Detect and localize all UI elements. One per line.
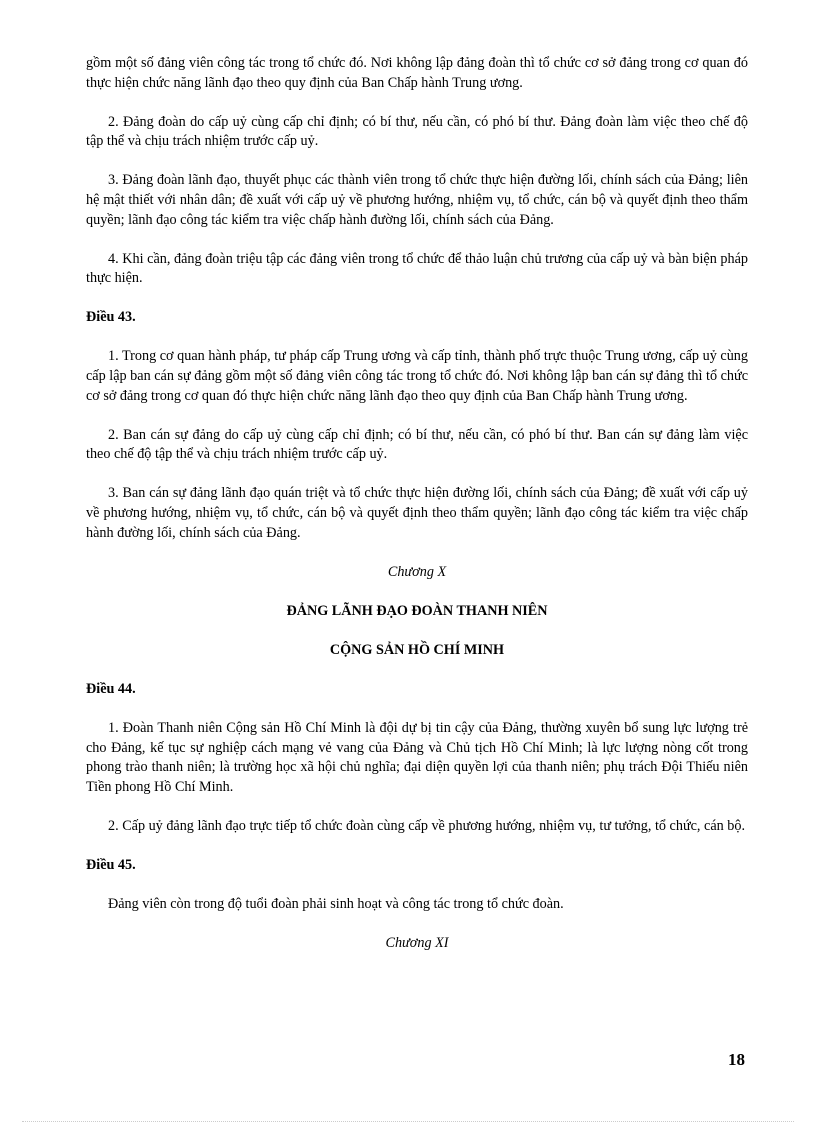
chapter-label: Chương XI xyxy=(385,935,449,952)
paragraph-continuation: gồm một số đảng viên công tác trong tổ chức đó. Nơi không lập đảng đoàn thì tổ chức cơ sở đảng trong cơ quan đó thực hiện chức năng lãnh đạo theo quy định của Ban Chấp hành Trung ương. xyxy=(86,55,748,91)
paragraph: 4. Khi cần, đảng đoàn triệu tập các đảng viên trong tổ chức để thảo luận chủ trương của cấp uỷ và bàn biện pháp thực hiện. xyxy=(86,250,748,287)
document-page xyxy=(86,54,748,954)
article-heading: Điều 45. xyxy=(86,857,136,874)
paragraph: 1. Đoàn Thanh niên Cộng sản Hồ Chí Minh là đội dự bị tin cậy của Đảng, thường xuyên bổ sung lực lượng trẻ cho Đảng, kế tục sự nghiệp cách mạng vẻ vang của Đảng và Chủ tịch Hồ Chí Minh; là lực lượng nòng cốt trong phong trào thanh niên; là trường học xã hội chủ nghĩa; đại diện quyền lợi của thanh niên; phụ trách Đội Thiếu niên Tiền phong Hồ Chí Minh. xyxy=(86,720,748,795)
page-number: 18 xyxy=(728,1050,745,1069)
chapter-title: CỘNG SẢN HỒ CHÍ MINH xyxy=(329,641,505,658)
paragraph: Đảng viên còn trong độ tuổi đoàn phải sinh hoạt và công tác trong tổ chức đoàn. xyxy=(108,896,564,913)
paragraph: 2. Cấp uỷ đảng lãnh đạo trực tiếp tổ chức đoàn cùng cấp về phương hướng, nhiệm vụ, tư tưởng, tổ chức, cán bộ. xyxy=(108,817,745,834)
paragraph: 2. Ban cán sự đảng do cấp uỷ cùng cấp chỉ định; có bí thư, nếu cần, có phó bí thư. Ban cán sự đảng làm việc theo chế độ tập thể và chịu trách nhiệm trước cấp uỷ. xyxy=(86,426,748,463)
chapter-title: ĐẢNG LÃNH ĐẠO ĐOÀN THANH NIÊN xyxy=(286,602,548,619)
paragraph: 2. Đảng đoàn do cấp uỷ cùng cấp chỉ định; có bí thư, nếu cần, có phó bí thư. Đảng đoàn làm việc theo chế độ tập thể và chịu trách nhiệm trước cấp uỷ. xyxy=(86,113,748,150)
paragraph: 3. Ban cán sự đảng lãnh đạo quán triệt và tổ chức thực hiện đường lối, chính sách của Đảng; đề xuất với cấp uỷ về phương hướng, nhiệm vụ, tổ chức, cán bộ và quyết định theo thẩm quyền; lãnh đạo công tác kiểm tra việc chấp hành đường lối, chính sách của Đảng. xyxy=(86,485,748,541)
chapter-label: Chương X xyxy=(387,563,447,580)
paragraph: 3. Đảng đoàn lãnh đạo, thuyết phục các thành viên trong tổ chức thực hiện đường lối, chính sách của Đảng; liên hệ mật thiết với nhân dân; đề xuất với cấp uỷ về phương hướng, nhiệm vụ, tổ chức, cán bộ và quyết định theo thẩm quyền; lãnh đạo công tác kiểm tra việc chấp hành đường lối, chính sách của Đảng. xyxy=(86,172,748,228)
article-heading: Điều 44. xyxy=(86,680,136,697)
paragraph: 1. Trong cơ quan hành pháp, tư pháp cấp Trung ương và cấp tỉnh, thành phố trực thuộc Trung ương, cấp uỷ cùng cấp lập ban cán sự đảng gồm một số đảng viên công tác trong tổ chức đó. Nơi không lập ban cán sự đảng thì tổ chức cơ sở đảng trong cơ quan đó thực hiện chức năng lãnh đạo theo quy định của Ban Chấp hành Trung ương. xyxy=(86,348,748,404)
page-bottom-divider xyxy=(22,1121,794,1122)
article-heading: Điều 43. xyxy=(86,309,136,326)
